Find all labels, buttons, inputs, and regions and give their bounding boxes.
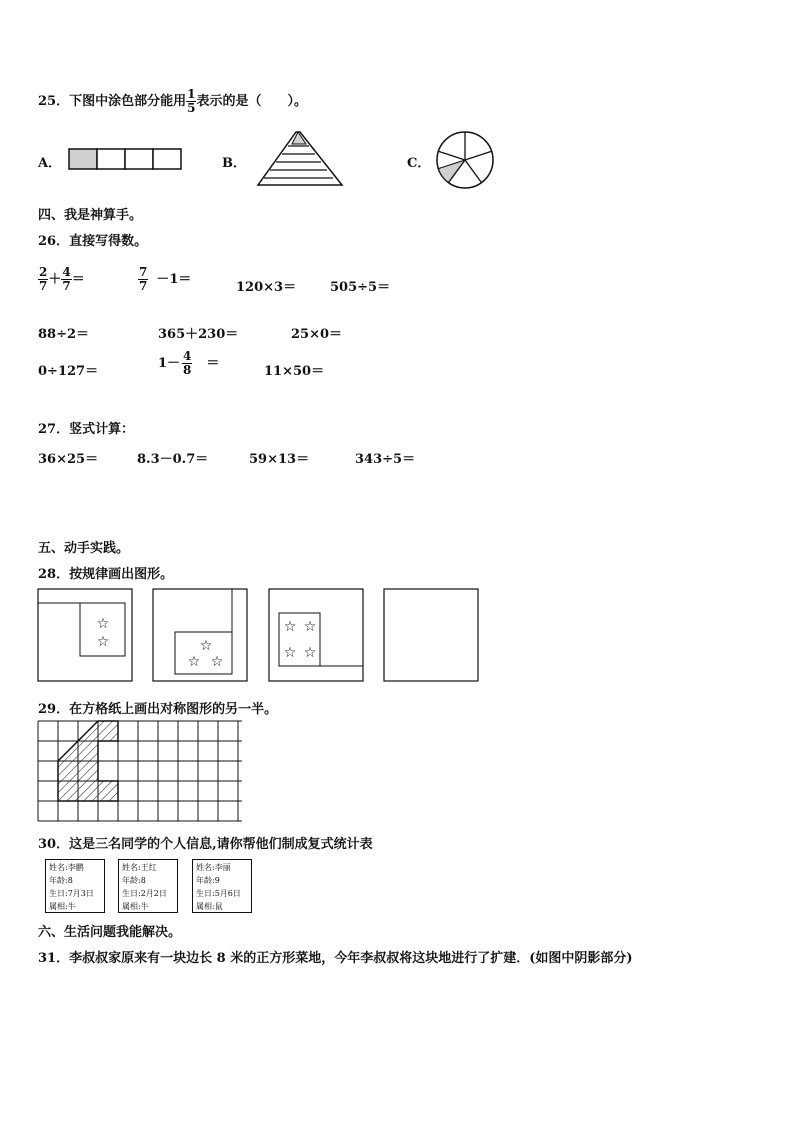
star-icon: ☆ (303, 645, 317, 661)
num: 2 (39, 265, 48, 279)
plus: ＋ (48, 272, 62, 287)
den: 7 (62, 279, 71, 293)
star-icon: ☆ (187, 654, 201, 670)
q25-option-a-bar (68, 148, 184, 170)
den: 7 (139, 279, 148, 293)
tail: ＝ (206, 356, 220, 371)
q26-r2-b: 365＋230＝ (158, 327, 239, 342)
card-birthday: 生日:5月6日 (196, 889, 241, 898)
section-4-heading: 四、我是神算手。 (38, 208, 143, 223)
frac-7-7 (138, 266, 148, 293)
card-birthday: 生日:2月2日 (122, 889, 167, 898)
q26-r1-c: 120×3＝ (236, 280, 297, 295)
num: 7 (139, 265, 148, 279)
q27-c: 59×13＝ (249, 452, 310, 467)
q25-frac-den: 5 (187, 101, 196, 115)
q27-b: 8.3－0.7＝ (137, 452, 209, 467)
q26-r2-c: 25×0＝ (291, 327, 343, 342)
q25-prompt (38, 88, 307, 115)
q26-r1-a (38, 266, 85, 293)
card-birthday: 生日:7月3日 (49, 889, 94, 898)
bar-cell-shaded (69, 149, 97, 169)
frac-2-7 (38, 266, 48, 293)
q25-option-c-label: C． (407, 156, 431, 171)
q25-prefix: 25．下图中涂色部分能用 (38, 94, 187, 109)
q26-r3-a: 0÷127＝ (38, 364, 99, 379)
q26-r1-b (138, 266, 191, 293)
q28-title: 28．按规律画出图形。 (38, 567, 174, 582)
q26-r3-b (158, 350, 219, 377)
bar-cell (153, 149, 181, 169)
card-zodiac: 属相:牛 (49, 902, 76, 911)
lead: 1－ (158, 356, 181, 371)
q26-r2-a: 88÷2＝ (38, 327, 90, 342)
bar-cell (97, 149, 125, 169)
card-age: 年龄:8 (122, 876, 146, 885)
q25-option-b-label: B． (222, 156, 246, 171)
card-name: 姓名:王红 (122, 863, 157, 872)
q25-option-a-label: A． (38, 156, 62, 171)
star-icon: ☆ (283, 619, 297, 635)
star-icon: ☆ (283, 645, 297, 661)
q25-option-c-pie (434, 130, 496, 190)
star-icon: ☆ (199, 638, 213, 654)
q25-suffix: 表示的是（ ）。 (196, 94, 307, 109)
q26-title: 26．直接写得数。 (38, 234, 148, 249)
tail: －1＝ (156, 272, 192, 287)
frac-4-8 (182, 350, 192, 377)
q25-frac-num: 1 (187, 87, 196, 101)
card-name: 姓名:李鹏 (49, 863, 84, 872)
q27-a: 36×25＝ (38, 452, 99, 467)
q25-option-b-triangle (256, 130, 344, 188)
num: 4 (183, 349, 192, 363)
star-icon: ☆ (210, 654, 224, 670)
card-age: 年龄:9 (196, 876, 220, 885)
card-name: 姓名:李丽 (196, 863, 231, 872)
q26-r3-c: 11×50＝ (264, 364, 325, 379)
q28-pattern-boxes (37, 588, 481, 684)
student-card-1 (45, 859, 105, 913)
student-card-3 (192, 859, 252, 913)
section-5-heading: 五、动手实践。 (38, 541, 130, 556)
frac-4-7 (61, 266, 71, 293)
star-icon: ☆ (96, 634, 110, 650)
q29-title: 29．在方格纸上画出对称图形的另一半。 (38, 702, 278, 717)
section-6-heading: 六、生活问题我能解决。 (38, 925, 182, 940)
q26-r1-d: 505÷5＝ (330, 280, 391, 295)
bar-cell (125, 149, 153, 169)
star-icon: ☆ (96, 616, 110, 632)
q27-d: 343÷5＝ (355, 452, 416, 467)
equals: ＝ (71, 272, 85, 287)
den: 7 (39, 279, 48, 293)
student-card-2 (118, 859, 178, 913)
star-icon: ☆ (303, 619, 317, 635)
num: 4 (62, 265, 71, 279)
card-zodiac: 属相:鼠 (196, 902, 223, 911)
den: 8 (183, 363, 192, 377)
q30-title: 30．这是三名同学的个人信息,请你帮他们制成复式统计表 (38, 837, 373, 852)
card-age: 年龄:8 (49, 876, 73, 885)
q29-grid-paper (37, 720, 245, 824)
q27-title: 27．竖式计算： (38, 422, 135, 437)
q31-title: 31．李叔叔家原来有一块边长 8 米的正方形菜地，今年李叔叔将这块地进行了扩建．(如图中阴影部分) (38, 951, 633, 966)
card-zodiac: 属相:牛 (122, 902, 149, 911)
q25-fraction (186, 88, 196, 115)
